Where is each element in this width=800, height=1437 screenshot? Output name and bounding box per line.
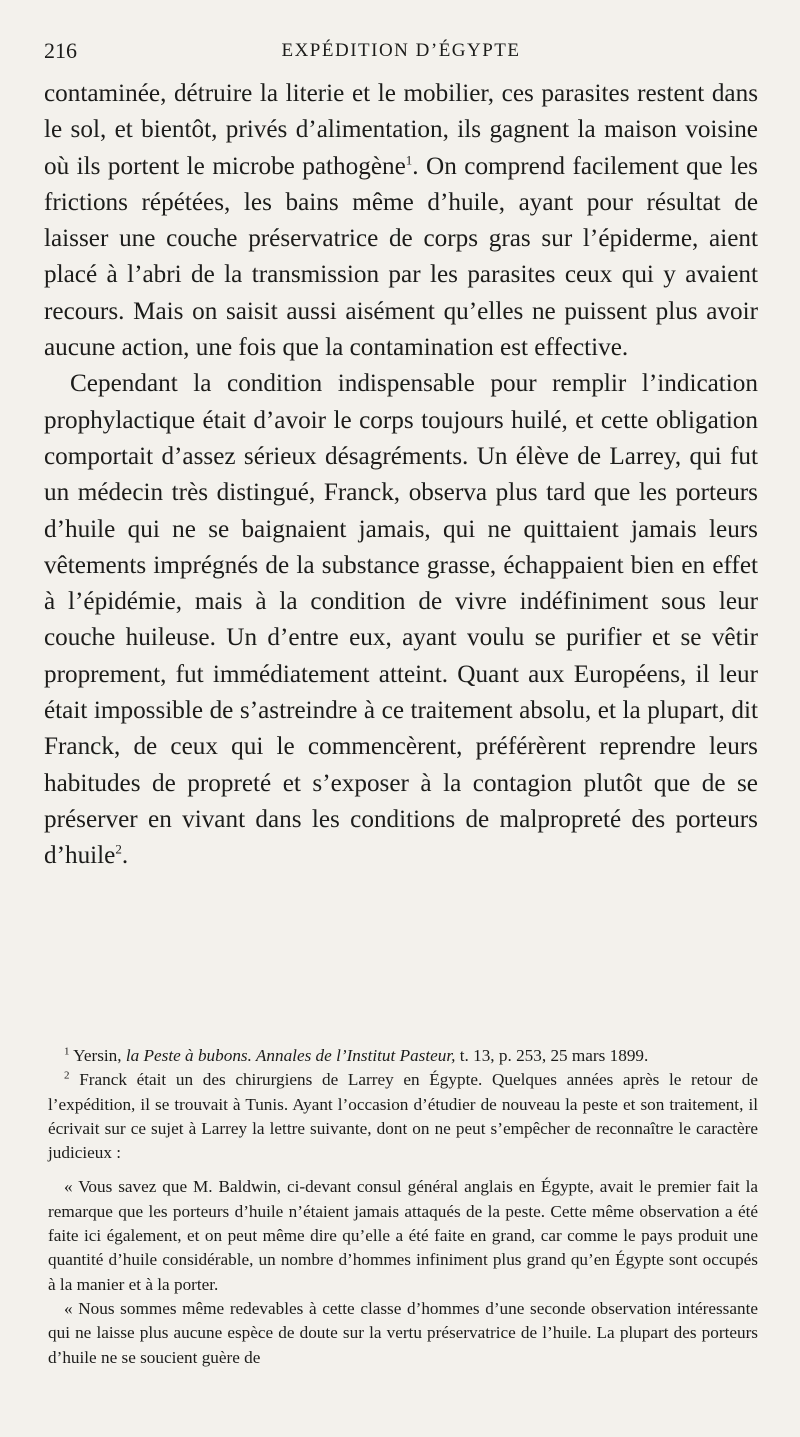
main-text xyxy=(44,76,758,875)
running-title: EXPÉDITION D’ÉGYPTE xyxy=(281,40,521,61)
footnote-1-author: Yersin, xyxy=(73,1046,126,1065)
footnote-ref-2: 2 xyxy=(115,841,122,857)
footnote-spacer xyxy=(48,1165,758,1175)
paragraph-2-text: Cependant la condition indispensable pour remplir l’indication prophylactique était d’avoir le corps toujours huilé, et cette obligation comportait d’assez sérieux désagréments. Un élève de Larrey, qui fut un médecin très distingué, Franck, observa plus tard que les porteurs d’huile qui ne se baignaient jamais, qui ne quittaient jamais leurs vêtements imprégnés de la substance grasse, échappaient bien en effet à l’épidémie, mais à la condition de vivre indéfiniment sous leur couche huileuse. Un d’entre eux, ayant voulu se purifier et se vêtir proprement, fut immédiatement atteint. Quant aux Européens, il leur était impossible de s’astreindre à ce traitement absolu, et la plupart, dit Franck, de ceux qui le commencèrent, préférèrent reprendre leurs habitudes de propreté et s’exposer à la contagion plutôt que de se préserver en vivant dans les conditions de malpropreté des porteurs d’huile xyxy=(44,370,758,870)
footnote-1-rest: t. 13, p. 253, 25 mars 1899. xyxy=(455,1046,649,1065)
paragraph-2-text-end: . xyxy=(121,842,129,870)
footnote-2-text: Franck était un des chirurgiens de Larrey en Égypte. Quelques années après le retour de l’expédition, il se trouvait à Tunis. Ayant l’occasion d’étudier de nouveau la peste et son traitement, il écrivait sur ce sujet à Larrey la lettre suivante, dont on ne peut s’empêcher de reconnaître le caractère judicieux : xyxy=(48,1070,758,1163)
footnote-2 xyxy=(48,1068,758,1165)
footnote-quote-2: « Nous sommes même redevables à cette classe d’hommes d’une seconde observation intéressante qui ne laisse plus aucune espèce de doute sur la vertu préservatrice de l’huile. La plupart des porteurs d’huile ne se soucient guère de xyxy=(48,1298,758,1367)
footnote-1-title: la Peste à bubons. Annales de l’Institut Pasteur, xyxy=(125,1046,456,1065)
paragraph-2 xyxy=(44,366,758,874)
page-number: 216 xyxy=(44,38,77,63)
footnote-quote-1: « Vous savez que M. Baldwin, ci-devant consul général anglais en Égypte, avait le premier fait la remarque que les porteurs d’huile n’étaient jamais attaqués de la peste. Cette même observation a été faite ici également, et on peut même dire qu’elle a été faite en grand, car comme le pays produit une quantité d’huile considérable, un nombre d’hommes infiniment plus grand qu’en Égypte sont occupés à la manier et à la porter. xyxy=(48,1177,758,1294)
footnote-ref-1: 1 xyxy=(405,152,413,168)
footnotes xyxy=(48,1044,758,1370)
footnote-1 xyxy=(48,1044,758,1068)
page-header xyxy=(44,34,758,70)
footnote-1-marker: 1 xyxy=(64,1045,70,1058)
paragraph-1-text-end: . On comprend facilement que les frictions répétées, les bains même d’huile, ayant pour résultat de laisser une couche préservatrice de corps gras sur l’épiderme, aient placé à l’abri de la transmission par les parasites ceux qui y avaient recours. Mais on saisit aussi aisément qu’elles ne puissent plus avoir aucune action, une fois que la contamination est effective. xyxy=(44,152,758,362)
paragraph-1 xyxy=(44,76,758,366)
paragraph-1-text: contaminée, détruire la literie et le mobilier, ces parasites restent dans le sol, et bientôt, privés d’alimentation, ils gagnent la maison voisine où ils portent le microbe pathogène xyxy=(44,80,758,180)
footnote-2-marker: 2 xyxy=(64,1069,70,1082)
